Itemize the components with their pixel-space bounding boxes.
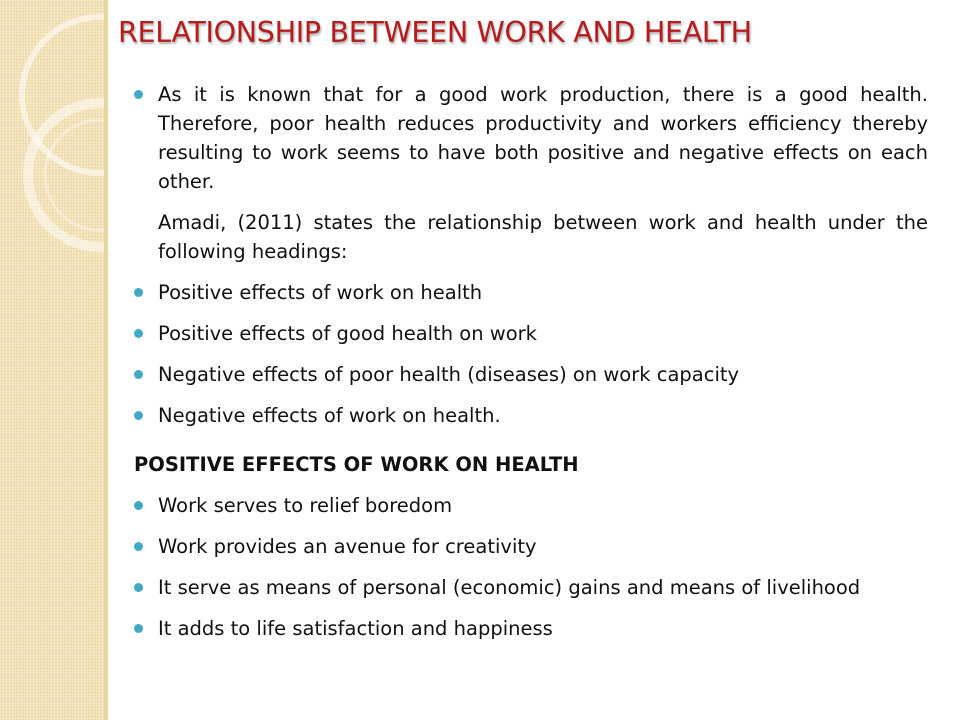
list-item: Work provides an avenue for creativity [134, 532, 928, 561]
slide-title: RELATIONSHIP BETWEEN WORK AND HEALTH [118, 16, 752, 49]
intro-bullet: As it is known that for a good work production, there is a good health. Therefore, poor health reduces productivity and workers efficiency thereby resulting to work seems to have both positive and negative effects on each other. [134, 80, 928, 196]
decorative-sidebar [0, 0, 108, 720]
list-item: Work serves to relief boredom [134, 491, 928, 520]
list-item: Positive effects of good health on work [134, 319, 928, 348]
list-item: Negative effects of work on health. [134, 401, 928, 430]
intro-paragraph: Amadi, (2011) states the relationship between work and health under the following headings: [158, 211, 928, 263]
list-item: It serve as means of personal (economic) gains and means of livelihood [134, 573, 928, 602]
list-item: Negative effects of poor health (diseases) on work capacity [134, 360, 928, 389]
section-heading: POSITIVE EFFECTS OF WORK ON HEALTH [134, 453, 579, 476]
ring-decoration-icon [0, 0, 104, 720]
slide-content [134, 80, 928, 643]
list-item: It adds to life satisfaction and happiness [134, 614, 928, 643]
list-item: Positive effects of work on health [134, 278, 928, 307]
